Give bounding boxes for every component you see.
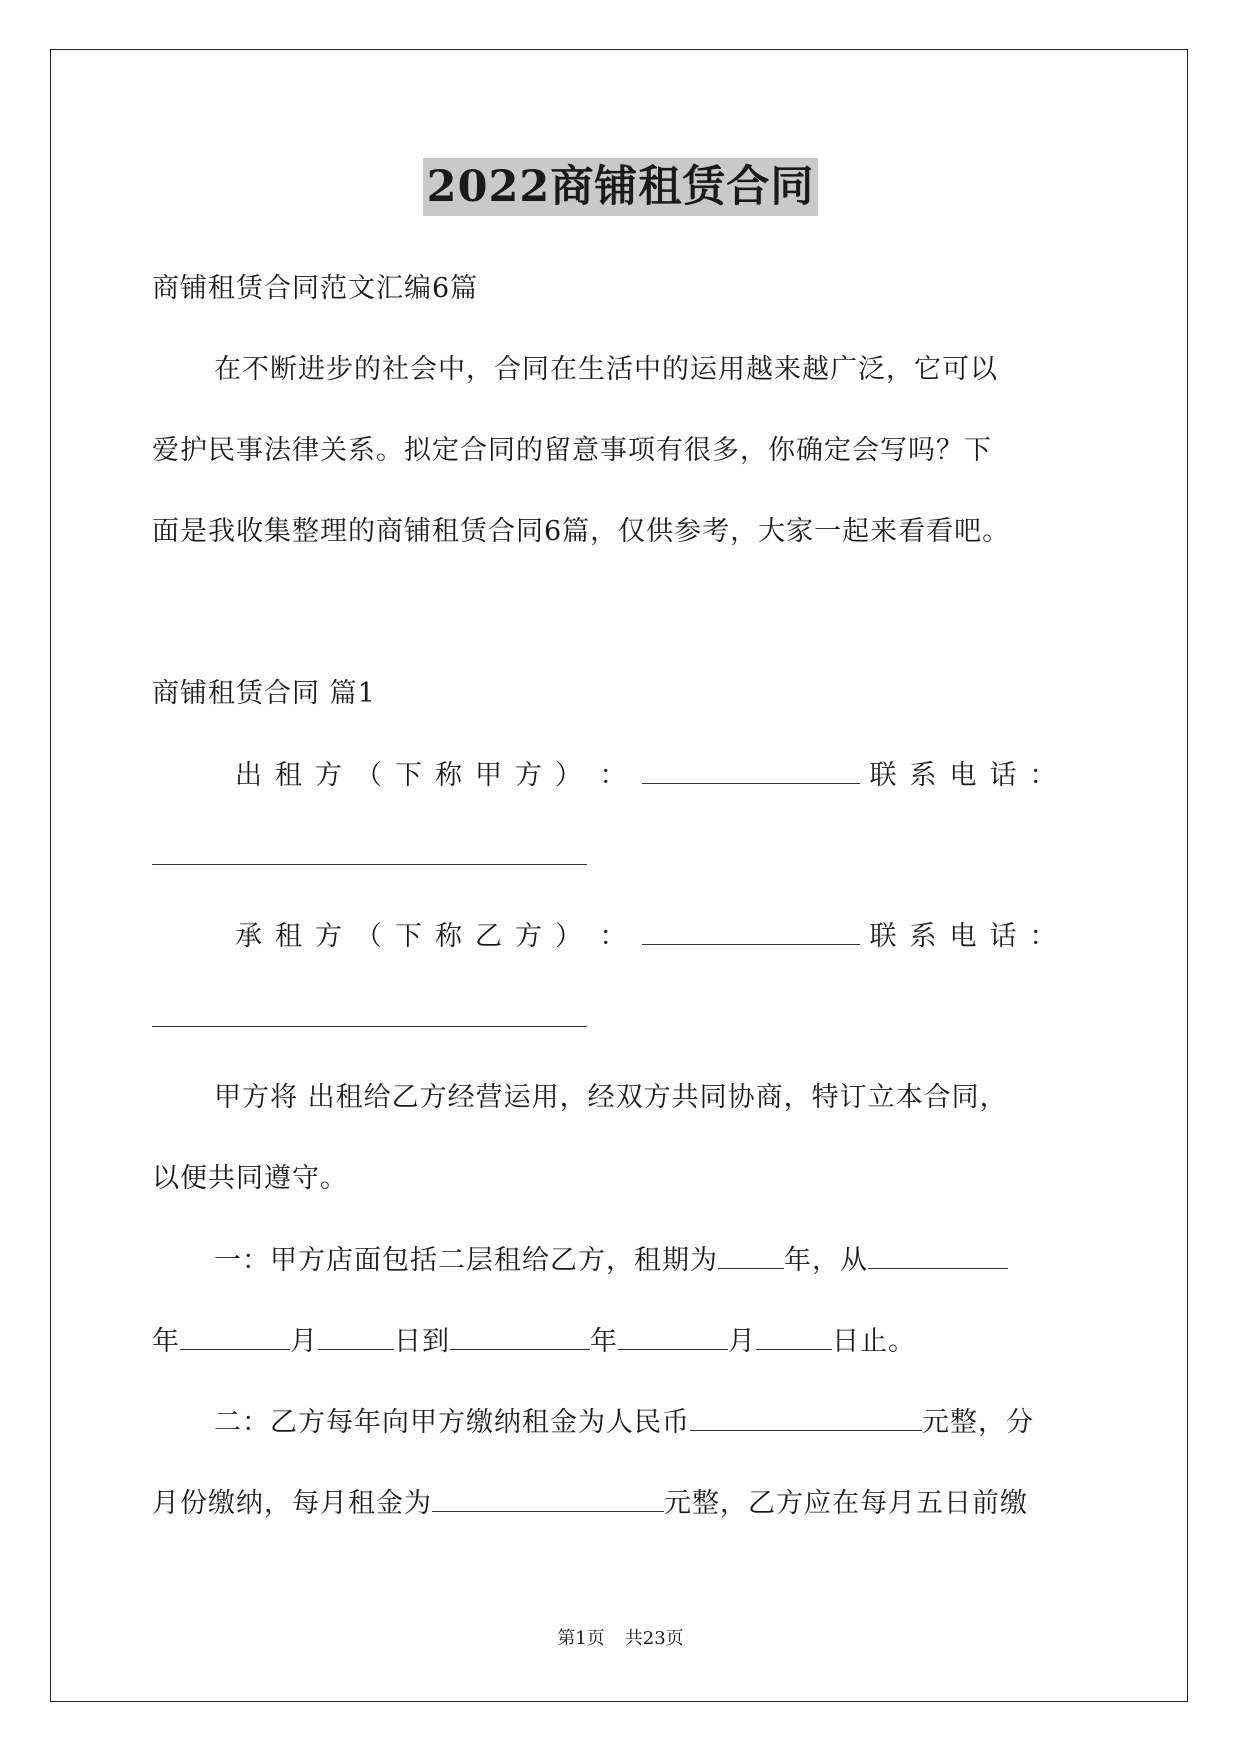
party-a-name-blank xyxy=(642,757,860,784)
start-day-blank xyxy=(318,1323,394,1350)
intro-line-1: 在不断进步的社会中，合同在生活中的运用越来越广泛，它可以 xyxy=(214,354,998,385)
document-title: 2022商铺租赁合同 xyxy=(423,158,819,216)
clause-1-day-to: 日到 xyxy=(394,1326,450,1357)
clause-1-end-month-label: 月 xyxy=(728,1326,756,1357)
title-container xyxy=(0,158,1241,216)
party-a-colon: ： xyxy=(599,760,628,791)
intro-line-2: 爱护民事法律关系。拟定合同的留意事项有很多，你确定会写吗？下 xyxy=(152,435,992,466)
clause-2-line2-suffix: 元整，乙方应在每月五日前缴 xyxy=(664,1488,1028,1519)
clause-1-prefix: 一：甲方店面包括二层租给乙方，租期为 xyxy=(214,1245,718,1276)
party-a-row xyxy=(235,757,1070,794)
lease-years-blank xyxy=(718,1242,784,1269)
start-month-blank xyxy=(180,1323,290,1350)
party-b-name-blank xyxy=(642,918,860,945)
agreement-line-1: 甲方将 出租给乙方经营运用，经双方共同协商，特订立本合同， xyxy=(214,1082,1008,1113)
annual-rent-blank xyxy=(690,1404,922,1431)
monthly-rent-blank xyxy=(432,1485,664,1512)
clause-2-line-1 xyxy=(214,1404,1034,1441)
clause-2-line-2 xyxy=(152,1485,1028,1522)
clause-1-year-from: 年，从 xyxy=(784,1245,868,1276)
start-year-blank xyxy=(868,1242,1008,1269)
clause-1-line-2 xyxy=(152,1323,916,1360)
intro-line-3: 面是我收集整理的商铺租赁合同6篇，仅供参考，大家一起来看看吧。 xyxy=(152,516,1011,547)
clause-2-line2-prefix: 月份缴纳，每月租金为 xyxy=(152,1488,432,1519)
clause-1-end: 日止。 xyxy=(832,1326,916,1357)
section-heading: 商铺租赁合同 篇1 xyxy=(152,678,376,709)
page-footer xyxy=(0,1627,1241,1651)
party-a-label: 出租方（下称甲方） xyxy=(235,760,582,791)
party-a-contact-label: 联系电话： xyxy=(869,760,1070,791)
end-year-blank xyxy=(450,1323,590,1350)
clause-1-line-1 xyxy=(214,1242,1008,1279)
agreement-line-2: 以便共同遵守。 xyxy=(152,1163,348,1194)
page-total: 共23页 xyxy=(624,1628,684,1649)
document-subtitle: 商铺租赁合同范文汇编6篇 xyxy=(152,273,479,304)
party-b-contact-label: 联系电话： xyxy=(869,921,1070,952)
clause-1-end-year-label: 年 xyxy=(590,1326,618,1357)
party-b-phone-blank xyxy=(152,1026,587,1027)
clause-1-year-label: 年 xyxy=(152,1326,180,1357)
clause-1-month-label: 月 xyxy=(290,1326,318,1357)
party-b-row xyxy=(235,918,1070,955)
end-day-blank xyxy=(756,1323,832,1350)
end-month-blank xyxy=(618,1323,728,1350)
clause-2-prefix: 二：乙方每年向甲方缴纳租金为人民币 xyxy=(214,1407,690,1438)
party-b-colon: ： xyxy=(599,921,628,952)
page-number: 第1页 xyxy=(557,1628,605,1649)
party-b-label: 承租方（下称乙方） xyxy=(235,921,582,952)
clause-2-unit: 元整，分 xyxy=(922,1407,1034,1438)
party-a-phone-blank xyxy=(152,864,587,865)
